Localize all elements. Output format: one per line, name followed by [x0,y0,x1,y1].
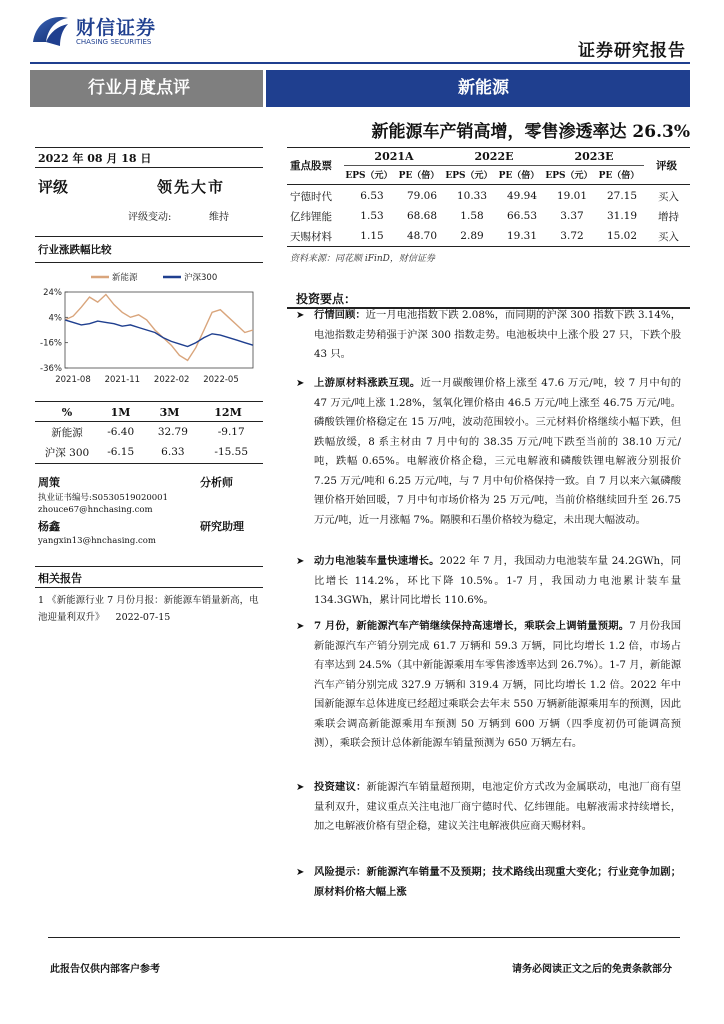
perf-row-name: 沪深 300 [44,446,90,459]
stock-cell: 1.58 [460,210,484,222]
point-head: 风险提示： [314,866,367,878]
perf-header: 12M [214,406,242,419]
point-head: 行情回顾： [314,309,366,321]
footer-right: 请务必阅读正文之后的免责条款部分 [512,964,672,975]
stock-cell: 68.68 [406,210,438,222]
footer-left: 此报告仅供内部客户参考 [50,964,160,975]
stocks-col-rating: 评级 [656,160,677,172]
logo-cn: 财信证券 [76,17,157,39]
stock-cell: 10.33 [456,190,488,202]
rule [35,167,263,168]
stocks-subheader-cell: PE（倍） [598,171,640,181]
arrow-bullet-icon: ➤ [296,378,305,389]
perf-header: % [61,406,73,419]
analyst-cert: 执业证书编号:S0530519020001 [38,493,168,503]
point-item [296,863,681,902]
rule [287,184,690,185]
point-text: 近一月碳酸锂价格上涨至 47.6 万元/吨，较 7 月中旬的 47 万元/吨上涨 1.28%，氢氧化锂价格由 46.5 万元/吨上涨至 46.75 万元/吨。磷酸铁锂价格稳定在 15 万/吨，波动范围较小。三元材料价格继续小幅下跌，但跌幅放缓，8 系主材由 7 月中旬的 38.35 万元/吨下跌至当前的 38.10 万元/吨，跌幅 0.65%。电解液价格企稳，三元电解液和磷酸铁锂电解液分别报价 7.25 万元/吨和 6.25 万元/吨，与 7 月中旬价格保持一致。自 7 月以来六氟磷酸锂价格开始回暖，7 月中旬市场价格为 25 万元/吨，当前价格继续回升至 26.75 万元/吨，近一月涨幅 7%。隔膜和石墨价格较为稳定，未出现大幅波动。 [314,377,681,526]
table-row [287,206,690,226]
arrow-bullet-icon: ➤ [296,782,305,793]
point-head: 投资建议： [314,781,367,793]
rating-change-value: 维持 [209,212,229,223]
stocks-subheader-cell: EPS（元） [345,171,393,181]
related-title: 相关报告 [38,572,82,585]
band-left-label: 行业月度点评 [88,78,190,98]
point-head: 动力电池装车量快速增长。 [314,555,440,567]
point-head: 7 月份，新能源汽车产销继续保持高速增长，乘联会上调销量预期。 [314,620,630,632]
rating-label: 评级 [38,178,69,196]
rule [35,566,263,567]
perf-row-name: 新能源 [51,426,83,439]
x-tick-label: 2022-05 [203,375,239,385]
rule [35,147,263,148]
band-left [30,70,263,107]
header-rule [30,62,690,64]
stock-cell: 19.31 [506,230,538,242]
analyst-role: 研究助理 [200,520,244,533]
stock-cell: 66.53 [506,210,538,222]
y-tick-label: 4% [48,313,62,324]
stock-name: 宁德时代 [290,190,332,203]
analyst-role: 分析师 [200,476,233,489]
point-text: 7 月份我国新能源汽车产销分别完成 61.7 万辆和 59.3 万辆，同比均增长 1.2 倍，市场占有率达到 24.5%（其中新能源乘用车零售渗透率达到 26.7%）。1-7 月，新能源汽车产销分别完成 327.9 万辆和 319.4 万辆，同比均增长 1.2 倍。2022 年中国新能源车总体进度已经超过乘联会去年末 550 万辆新能源乘用车的预测，因此乘联会调高新能源乘用车预测 50 万辆到 600 万辆（四季度初仍可能调高预测），乘联会预计总体新能源车销量预测为 650 万辆左右。 [314,620,681,749]
legend-label: 沪深300 [184,273,218,283]
rule [35,236,263,237]
x-tick-label: 2021-08 [55,375,91,385]
stock-name: 亿纬锂能 [290,210,332,223]
point-item [296,374,681,530]
arrow-bullet-icon: ➤ [296,556,305,567]
table-row [38,442,262,462]
stock-rating: 买入 [658,230,679,243]
stock-cell: 15.02 [606,230,638,242]
analyst-name: 杨鑫 [38,520,60,533]
analyst-name: 周策 [38,476,60,489]
series-line-新能源 [65,295,253,361]
point-text: 新能源汽车销量不及预期；技术路线出现重大变化；行业竞争加剧；原材料价格大幅上涨 [314,866,682,898]
plot-frame [65,292,253,368]
table-row [287,226,690,246]
related-item-date: 2022-07-15 [115,612,171,623]
rule [35,401,263,402]
point-item [296,552,681,611]
footer-rule [48,937,680,938]
table-row [344,166,644,183]
related-item[interactable] [38,592,260,626]
point-text: 新能源汽车销量超预期，电池定价方式改为金属联动，电池厂商有望量利双升，建议重点关注电池厂商宁德时代、亿纬锂能。电解液需求持续增长，加之电解液价格有望企稳，建议关注电解液供应商天赐材料。 [314,781,682,832]
perf-table-body [38,422,262,462]
report-title: 新能源车产销高增，零售渗透率达 26.3% [371,122,690,142]
rule [287,147,690,148]
logo-en: CHASING SECURITIES [76,38,152,46]
x-tick-label: 2022-02 [153,375,190,385]
point-text: 2022 年 7 月，我国动力电池装车量 24.2GWh，同比增长 114.2%，环比下降 10.5%。1-7 月，我国动力电池累计装车量 134.3GWh，累计同比增长 110.6%。 [314,555,682,606]
perf-table [38,404,262,421]
related-item-text: 1 《新能源行业 7 月份月报：新能源车销量新高，电池迎量利双升》 [38,595,259,623]
stock-cell: 31.19 [606,210,638,222]
rule [35,587,263,588]
stock-rating: 买入 [658,190,679,203]
point-item [296,617,681,754]
perf-header: 3M [159,406,180,419]
point-item [296,306,681,365]
band-right-label: 新能源 [458,78,509,98]
band-right [266,70,690,107]
y-tick-label: -36% [40,364,62,374]
analyst-email[interactable]: zhouce67@hnchasing.com [38,505,153,515]
chasing-logo-icon [30,12,72,50]
stock-cell: 6.53 [360,190,384,202]
perf-cell: 6.33 [161,446,185,458]
stock-rating: 增持 [658,210,679,223]
rating-change-label: 评级变动: [128,212,172,223]
report-type: 证券研究报告 [578,41,686,61]
y-tick-label: -16% [40,338,62,349]
stocks-subheader-cell: EPS（元） [545,171,593,181]
table-row [287,186,690,206]
stock-cell: 1.53 [360,210,384,222]
perf-cell: 32.79 [157,426,188,438]
rule [287,246,690,247]
arrow-bullet-icon: ➤ [296,310,305,321]
stocks-subheader-cell: PE（倍） [498,171,540,181]
stock-cell: 49.94 [506,190,538,202]
x-tick-label: 2021-11 [104,375,141,385]
perf-cell: -9.17 [217,426,245,438]
stock-cell: 3.37 [560,210,584,222]
perf-header: 1M [110,406,131,419]
perf-cell: -15.55 [214,446,248,458]
stock-cell: 2.89 [460,230,484,242]
stock-cell: 19.01 [556,190,588,202]
rule [35,262,263,263]
stocks-subheader [344,166,644,183]
logo [30,12,170,50]
stock-name: 天赐材料 [290,230,332,243]
stocks-source: 资料来源：同花顺 iFinD，财信证券 [290,254,435,264]
stocks-subheader-cell: EPS（元） [445,171,493,181]
arrow-bullet-icon: ➤ [296,867,305,878]
point-text: 近一月电池指数下跌 2.08%，而同期的沪深 300 指数下跌 3.14%，电池指数走势稍强于沪深 300 指数走势。电池板块中上涨个股 27 只，下跌个股 43 只。 [314,309,682,360]
stock-cell: 1.15 [360,230,384,242]
report-date: 2022 年 08 月 18 日 [38,152,152,165]
point-item [296,778,681,837]
y-tick-label: 24% [43,288,62,298]
rule [35,463,263,464]
stock-cell: 3.72 [560,230,584,242]
perf-cell: -6.40 [107,426,135,438]
perf-cell: -6.15 [107,446,135,458]
points-title: 投资要点： [296,292,357,306]
stock-cell: 27.15 [606,190,638,202]
performance-chart [35,266,263,394]
analyst-email[interactable]: yangxin13@hnchasing.com [38,536,156,546]
arrow-bullet-icon: ➤ [296,621,305,632]
stock-cell: 79.06 [406,190,438,202]
rating-value: 领先大市 [157,178,226,196]
stocks-year: 2023E [574,150,614,163]
stocks-table [287,186,690,246]
stocks-year: 2021A [374,150,414,163]
legend-label: 新能源 [112,273,138,283]
stocks-col-stock: 重点股票 [290,160,332,172]
stocks-year: 2022E [474,150,514,163]
stocks-subheader-cell: PE（倍） [398,171,440,181]
table-row [38,422,262,442]
chart-title: 行业涨跌幅比较 [38,244,112,256]
point-head: 上游原材料涨跌互现。 [314,377,421,389]
perf-header-row [38,404,262,421]
stock-cell: 48.70 [406,230,438,242]
